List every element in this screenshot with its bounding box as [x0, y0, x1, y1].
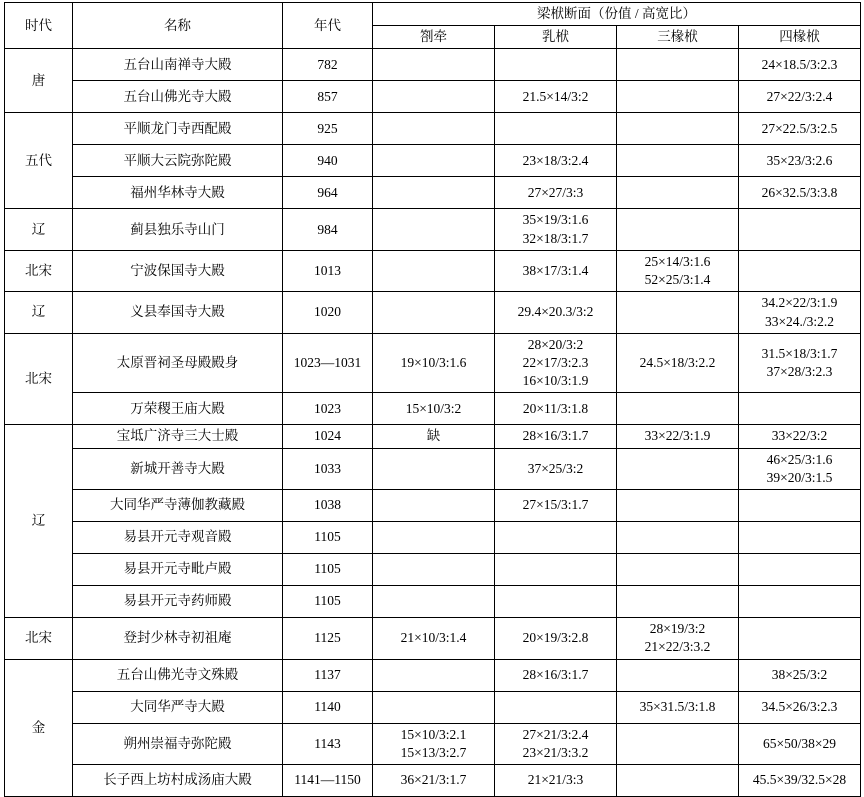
section-value-line: 21×10/3:1.4 — [400, 630, 467, 646]
table-row — [5, 490, 861, 522]
section-value-line: 36×21/3:1.7 — [400, 772, 467, 788]
column-header-name: 名称 — [73, 3, 283, 49]
building-name-cell: 长子西上坊村成汤庙大殿 — [73, 764, 283, 796]
section-value-cell-1 — [373, 177, 495, 209]
section-value-line: 27×15/3:1.7 — [522, 497, 589, 513]
section-value-line: 24×18.5/3:2.3 — [761, 56, 838, 72]
section-value-cell-2 — [495, 177, 617, 209]
table-row — [5, 393, 861, 425]
section-value-cell-3 — [617, 764, 739, 796]
table-row — [5, 723, 861, 764]
year-cell: 1137 — [283, 659, 373, 691]
section-value-cell-4 — [739, 81, 861, 113]
section-value-line: 20×19/3:2.8 — [522, 630, 589, 646]
section-value-cell-2 — [495, 618, 617, 659]
era-cell: 辽 — [5, 209, 73, 250]
section-value-cell-2 — [495, 659, 617, 691]
section-value-cell-4 — [739, 723, 861, 764]
section-value-line: 15×10/3:2.1 — [400, 726, 467, 742]
building-name-cell: 平顺龙门寺西配殿 — [73, 113, 283, 145]
table-row — [5, 49, 861, 81]
section-value-line: 16×10/3:1.9 — [522, 373, 589, 389]
year-cell: 1033 — [283, 448, 373, 489]
section-value-cell-2 — [495, 113, 617, 145]
table-row — [5, 81, 861, 113]
section-value-cell-1 — [373, 113, 495, 145]
section-value-cell-1 — [373, 490, 495, 522]
building-name-cell: 易县开元寺毗卢殿 — [73, 554, 283, 586]
section-value-cell-3 — [617, 333, 739, 393]
table-row — [5, 209, 861, 250]
section-value-line: 32×18/3:1.7 — [522, 230, 589, 246]
building-name-cell: 万荣稷王庙大殿 — [73, 393, 283, 425]
year-cell: 1141—1150 — [283, 764, 373, 796]
section-value-cell-1 — [373, 448, 495, 489]
table-row — [5, 113, 861, 145]
section-value-cell-3 — [617, 209, 739, 250]
column-header-sub-3: 三椽栿 — [617, 26, 739, 49]
building-name-cell: 平顺大云院弥陀殿 — [73, 145, 283, 177]
year-cell: 1038 — [283, 490, 373, 522]
section-value-line: 34.2×22/3:1.9 — [761, 295, 838, 311]
column-header-sub-4: 四椽栿 — [739, 26, 861, 49]
section-value-line: 28×19/3:2 — [649, 621, 706, 637]
section-value-cell-4 — [739, 490, 861, 522]
year-cell: 857 — [283, 81, 373, 113]
beam-section-table — [4, 2, 861, 797]
section-value-cell-4 — [739, 393, 861, 425]
section-value-cell-1 — [373, 764, 495, 796]
section-value-line: 20×11/3:1.8 — [522, 400, 589, 416]
table-body — [5, 49, 861, 797]
section-value-line: 38×17/3:1.4 — [522, 262, 589, 278]
section-value-cell-1 — [373, 659, 495, 691]
section-value-cell-2 — [495, 490, 617, 522]
table-row — [5, 145, 861, 177]
building-name-cell: 五台山南禅寺大殿 — [73, 49, 283, 81]
section-value-cell-1 — [373, 333, 495, 393]
building-name-cell: 大同华严寺薄伽教藏殿 — [73, 490, 283, 522]
building-name-cell: 太原晋祠圣母殿殿身 — [73, 333, 283, 393]
section-value-cell-3 — [617, 113, 739, 145]
section-value-cell-3 — [617, 522, 739, 554]
section-value-cell-1 — [373, 250, 495, 291]
era-cell: 唐 — [5, 49, 73, 113]
era-cell: 北宋 — [5, 618, 73, 659]
building-name-cell: 福州华林寺大殿 — [73, 177, 283, 209]
section-value-line: 52×25/3:1.4 — [644, 272, 711, 288]
column-header-era: 时代 — [5, 3, 73, 49]
section-value-line: 37×25/3:2 — [527, 460, 584, 476]
section-value-line: 22×17/3:2.3 — [522, 354, 589, 370]
section-value-line: 19×10/3:1.6 — [400, 354, 467, 370]
section-value-cell-4 — [739, 764, 861, 796]
section-value-cell-3 — [617, 586, 739, 618]
table-row — [5, 554, 861, 586]
year-cell: 984 — [283, 209, 373, 250]
section-value-cell-2 — [495, 209, 617, 250]
section-value-cell-3 — [617, 659, 739, 691]
section-value-line: 33×22/3:2 — [771, 428, 828, 444]
year-cell: 940 — [283, 145, 373, 177]
section-value-line: 28×20/3:2 — [527, 336, 584, 352]
year-cell: 1023—1031 — [283, 333, 373, 393]
column-header-sub-1: 劄牵 — [373, 26, 495, 49]
section-value-cell-4 — [739, 145, 861, 177]
building-name-cell: 登封少林寺初祖庵 — [73, 618, 283, 659]
era-cell: 金 — [5, 659, 73, 796]
section-value-cell-4 — [739, 425, 861, 448]
section-value-cell-1 — [373, 292, 495, 333]
section-value-cell-2 — [495, 554, 617, 586]
section-value-cell-2 — [495, 333, 617, 393]
era-cell: 北宋 — [5, 333, 73, 425]
table-row — [5, 425, 861, 448]
building-name-cell: 五台山佛光寺文殊殿 — [73, 659, 283, 691]
building-name-cell: 宝坻广济寺三大士殿 — [73, 425, 283, 448]
building-name-cell: 易县开元寺观音殿 — [73, 522, 283, 554]
section-value-cell-3 — [617, 490, 739, 522]
section-value-cell-3 — [617, 691, 739, 723]
column-header-sub-2: 乳栿 — [495, 26, 617, 49]
section-value-cell-4 — [739, 586, 861, 618]
section-value-line: 31.5×18/3:1.7 — [761, 345, 838, 361]
section-value-cell-3 — [617, 177, 739, 209]
table-row — [5, 618, 861, 659]
section-value-cell-1 — [373, 554, 495, 586]
section-value-cell-3 — [617, 425, 739, 448]
section-value-line: 37×28/3:2.3 — [766, 364, 833, 380]
section-value-line: 35×19/3:1.6 — [522, 212, 589, 228]
table-header — [5, 3, 861, 49]
section-value-line: 65×50/38×29 — [763, 735, 836, 751]
section-value-line: 27×21/3:2.4 — [522, 726, 589, 742]
section-value-cell-1 — [373, 586, 495, 618]
section-value-cell-3 — [617, 723, 739, 764]
section-value-cell-1 — [373, 145, 495, 177]
section-value-cell-3 — [617, 292, 739, 333]
section-value-cell-2 — [495, 723, 617, 764]
year-cell: 964 — [283, 177, 373, 209]
section-value-line: 35×31.5/3:1.8 — [639, 698, 716, 714]
section-value-line: 39×20/3:1.5 — [766, 469, 833, 485]
section-value-cell-1 — [373, 425, 495, 448]
building-name-cell: 五台山佛光寺大殿 — [73, 81, 283, 113]
year-cell: 1020 — [283, 292, 373, 333]
section-value-line: 35×23/3:2.6 — [766, 152, 833, 168]
section-value-line: 33×22/3:1.9 — [644, 428, 711, 444]
section-value-line: 21.5×14/3:2 — [522, 88, 589, 104]
era-cell: 五代 — [5, 113, 73, 209]
section-value-line: 26×32.5/3:3.8 — [761, 184, 838, 200]
year-cell: 1013 — [283, 250, 373, 291]
section-value-line: 15×10/3:2 — [405, 400, 462, 416]
year-cell: 1105 — [283, 554, 373, 586]
section-value-cell-4 — [739, 522, 861, 554]
section-value-line: 27×27/3:3 — [527, 184, 584, 200]
section-value-cell-1 — [373, 81, 495, 113]
table-row — [5, 586, 861, 618]
section-value-line: 21×22/3:3.2 — [644, 639, 711, 655]
year-cell: 1105 — [283, 522, 373, 554]
section-value-cell-2 — [495, 691, 617, 723]
section-value-cell-3 — [617, 554, 739, 586]
table-sheet — [0, 2, 864, 788]
table-row — [5, 177, 861, 209]
section-value-cell-2 — [495, 764, 617, 796]
section-value-cell-4 — [739, 554, 861, 586]
section-value-cell-4 — [739, 448, 861, 489]
section-value-cell-4 — [739, 333, 861, 393]
section-value-line: 23×18/3:2.4 — [522, 152, 589, 168]
building-name-cell: 蓟县独乐寺山门 — [73, 209, 283, 250]
year-cell: 782 — [283, 49, 373, 81]
section-value-cell-1 — [373, 618, 495, 659]
section-value-cell-1 — [373, 522, 495, 554]
section-value-cell-4 — [739, 209, 861, 250]
column-header-section-group: 梁栿断面（份值 / 高宽比） — [373, 3, 861, 26]
section-value-cell-2 — [495, 250, 617, 291]
section-value-line: 38×25/3:2 — [771, 666, 828, 682]
section-value-line: 27×22/3:2.4 — [766, 88, 833, 104]
header-row-1 — [5, 3, 861, 26]
year-cell: 1140 — [283, 691, 373, 723]
building-name-cell: 易县开元寺药师殿 — [73, 586, 283, 618]
section-value-cell-1 — [373, 49, 495, 81]
section-value-cell-3 — [617, 393, 739, 425]
section-value-line: 24.5×18/3:2.2 — [639, 354, 716, 370]
year-cell: 1024 — [283, 425, 373, 448]
section-value-cell-2 — [495, 393, 617, 425]
section-value-line: 23×21/3:3.2 — [522, 744, 589, 760]
section-value-cell-3 — [617, 618, 739, 659]
section-value-line: 15×13/3:2.7 — [400, 744, 467, 760]
section-value-cell-4 — [739, 113, 861, 145]
section-value-cell-2 — [495, 522, 617, 554]
section-value-line: 28×16/3:1.7 — [522, 428, 589, 444]
building-name-cell: 新城开善寺大殿 — [73, 448, 283, 489]
year-cell: 1023 — [283, 393, 373, 425]
section-value-cell-4 — [739, 177, 861, 209]
section-value-cell-3 — [617, 49, 739, 81]
year-cell: 925 — [283, 113, 373, 145]
section-value-cell-4 — [739, 49, 861, 81]
section-value-cell-4 — [739, 250, 861, 291]
section-value-line: 27×22.5/3:2.5 — [761, 120, 838, 136]
table-row — [5, 250, 861, 291]
section-value-cell-4 — [739, 292, 861, 333]
table-row — [5, 333, 861, 393]
table-row — [5, 448, 861, 489]
section-value-line: 25×14/3:1.6 — [644, 253, 711, 269]
building-name-cell: 义县奉国寺大殿 — [73, 292, 283, 333]
column-header-year: 年代 — [283, 3, 373, 49]
section-value-line: 33×24./3:2.2 — [764, 313, 835, 329]
section-value-cell-3 — [617, 81, 739, 113]
section-value-cell-4 — [739, 618, 861, 659]
era-cell: 辽 — [5, 292, 73, 333]
section-value-cell-2 — [495, 586, 617, 618]
building-name-cell: 朔州崇福寺弥陀殿 — [73, 723, 283, 764]
section-value-cell-3 — [617, 448, 739, 489]
section-value-cell-1 — [373, 691, 495, 723]
table-row — [5, 691, 861, 723]
section-value-line: 46×25/3:1.6 — [766, 451, 833, 467]
section-value-line: 缺 — [426, 428, 441, 444]
table-row — [5, 659, 861, 691]
section-value-cell-2 — [495, 81, 617, 113]
era-cell: 北宋 — [5, 250, 73, 291]
section-value-line: 21×21/3:3 — [527, 772, 584, 788]
section-value-line: 45.5×39/32.5×28 — [752, 772, 847, 788]
section-value-line: 28×16/3:1.7 — [522, 666, 589, 682]
section-value-cell-3 — [617, 145, 739, 177]
building-name-cell: 宁波保国寺大殿 — [73, 250, 283, 291]
table-row — [5, 522, 861, 554]
section-value-cell-4 — [739, 691, 861, 723]
year-cell: 1125 — [283, 618, 373, 659]
section-value-cell-2 — [495, 425, 617, 448]
section-value-cell-4 — [739, 659, 861, 691]
section-value-cell-2 — [495, 49, 617, 81]
year-cell: 1143 — [283, 723, 373, 764]
era-cell: 辽 — [5, 425, 73, 618]
section-value-line: 29.4×20.3/3:2 — [517, 304, 594, 320]
section-value-cell-1 — [373, 209, 495, 250]
section-value-cell-3 — [617, 250, 739, 291]
section-value-line: 34.5×26/3:2.3 — [761, 698, 838, 714]
building-name-cell: 大同华严寺大殿 — [73, 691, 283, 723]
section-value-cell-2 — [495, 448, 617, 489]
section-value-cell-1 — [373, 723, 495, 764]
table-row — [5, 292, 861, 333]
section-value-cell-2 — [495, 145, 617, 177]
section-value-cell-2 — [495, 292, 617, 333]
table-row — [5, 764, 861, 796]
section-value-cell-1 — [373, 393, 495, 425]
year-cell: 1105 — [283, 586, 373, 618]
